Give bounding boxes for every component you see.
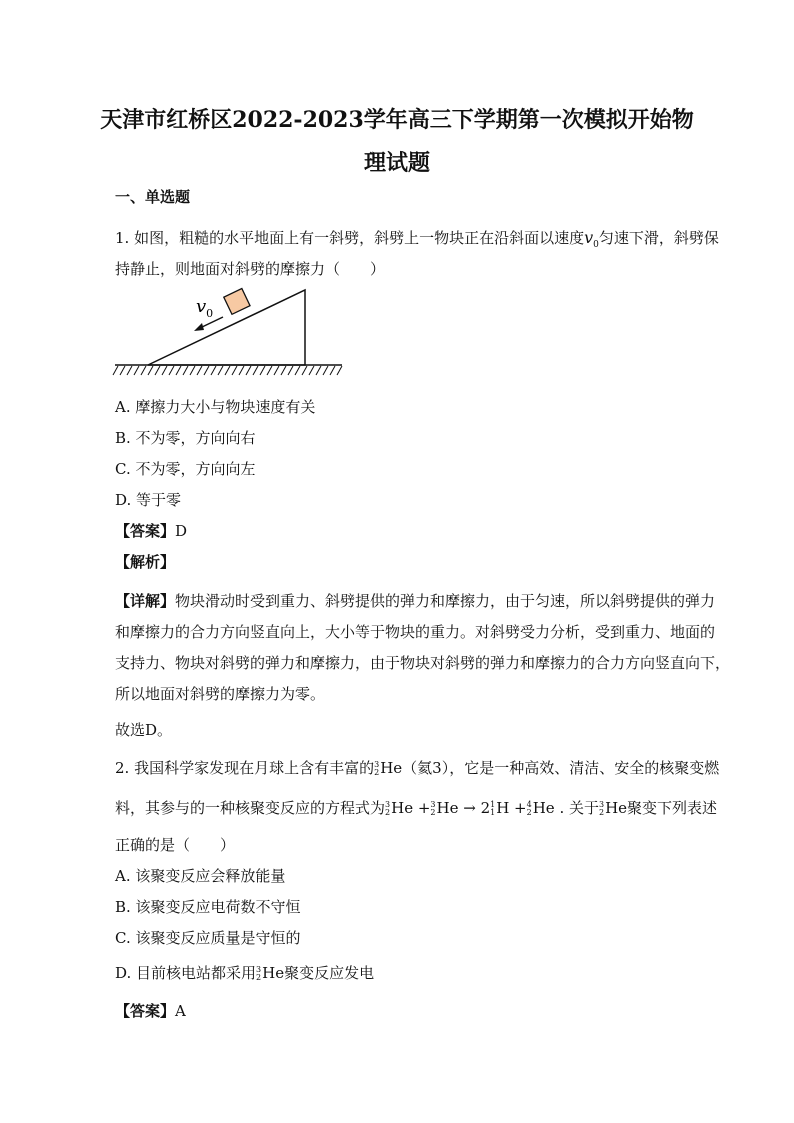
q2-eq-iso3: 1 1 [490, 800, 496, 817]
q1-v0-sub: 0 [593, 240, 599, 250]
q2-answer-value: A [175, 1002, 186, 1020]
q2-option-a: A. 该聚变反应会释放能量 [115, 867, 286, 885]
q1-stem-b: 匀速下滑，斜劈保 [598, 229, 719, 247]
v0-label: $v_0$ [196, 296, 214, 320]
q2-isotope-he3: 3 2 [374, 760, 380, 777]
q2-option-d-b: He聚变反应发电 [262, 964, 375, 982]
q1-detail-line1 [115, 590, 715, 611]
q2-eq-part3: H + [496, 799, 527, 817]
q2-option-c: C. 该聚变反应质量是守恒的 [115, 929, 301, 947]
q1-option-c: C. 不为零，方向向左 [115, 460, 256, 478]
q2-stem-c: 料，其参与的一种核聚变反应的方程式为 [115, 799, 386, 817]
q1-detail-tag: 【详解】 [115, 592, 176, 610]
q2-option-d-iso: 3 2 [256, 965, 262, 982]
paper-title-line2: 理试题 [363, 150, 430, 176]
q1-option-a: A. 摩擦力大小与物块速度有关 [115, 398, 316, 416]
q1-analysis-tag: 【解析】 [115, 553, 176, 571]
q1-stem-line1 [115, 227, 719, 250]
q1-detail-line4: 所以地面对斜劈的摩擦力为零。 [115, 685, 326, 703]
q1-answer [115, 520, 187, 541]
section-heading: 一、单选题 [115, 188, 191, 206]
q2-option-d-a: D. 目前核电站都采用 [115, 964, 257, 982]
ground-hatch [113, 366, 342, 375]
q1-detail-line2: 和摩擦力的合力方向竖直向上，大小等于物块的重力。对斜劈受力分析，受到重力、地面的 [115, 623, 716, 641]
q1-option-d: D. 等于零 [115, 491, 182, 509]
velocity-arrowhead [194, 323, 204, 331]
q2-stem-b: He（氦3），它是一种高效、清洁、安全的核聚变燃 [380, 759, 720, 777]
sliding-block [224, 289, 250, 315]
q2-eq-iso4: 4 2 [526, 800, 532, 817]
q1-answer-tag: 【答案】 [115, 522, 176, 540]
q1-v0-symbol: v [584, 228, 594, 247]
q2-option-d [115, 962, 374, 983]
q1-detail-line3: 支持力、物块对斜劈的弹力和摩擦力，由于物块对斜劈的弹力和摩擦力的合力方向竖直向下， [115, 654, 731, 672]
q2-eq-part4: He . 关于 [532, 799, 599, 817]
q2-stem-line3: 正确的是（ ） [115, 836, 236, 854]
paper-title-line1: 天津市红桥区2022-2023学年高三下学期第一次模拟开始物 [100, 107, 694, 133]
q2-stem-a: 2. 我国科学家发现在月球上含有丰富的 [115, 759, 375, 777]
q1-stem-line2: 持静止，则地面对斜劈的摩擦力（ ） [115, 260, 386, 278]
q1-conclusion: 故选D。 [115, 721, 173, 739]
q1-option-b: B. 不为零，方向向右 [115, 429, 256, 447]
q2-eq-part1: He + [391, 799, 431, 817]
q1-stem-a: 1. 如图，粗糙的水平地面上有一斜劈，斜劈上一物块正在沿斜面以速度 [115, 229, 585, 247]
q2-answer [115, 1000, 186, 1021]
q1-detail-text1: 物块滑动时受到重力、斜劈提供的弹力和摩擦力，由于匀速，所以斜劈提供的弹力 [175, 592, 716, 610]
incline-figure [110, 282, 350, 382]
q2-eq-iso2: 3 2 [430, 800, 436, 817]
q2-option-b: B. 该聚变反应电荷数不守恒 [115, 898, 301, 916]
q2-stem-line1 [115, 757, 719, 778]
q2-stem-line2 [115, 797, 717, 818]
q2-eq-part2: He → 2 [436, 799, 491, 817]
q1-answer-value: D [175, 522, 188, 540]
q2-eq-iso1: 3 2 [385, 800, 391, 817]
q2-answer-tag: 【答案】 [115, 1002, 176, 1020]
q2-eq-iso5: 3 2 [598, 800, 605, 817]
q2-stem-d: He聚变下列表述 [605, 799, 718, 817]
